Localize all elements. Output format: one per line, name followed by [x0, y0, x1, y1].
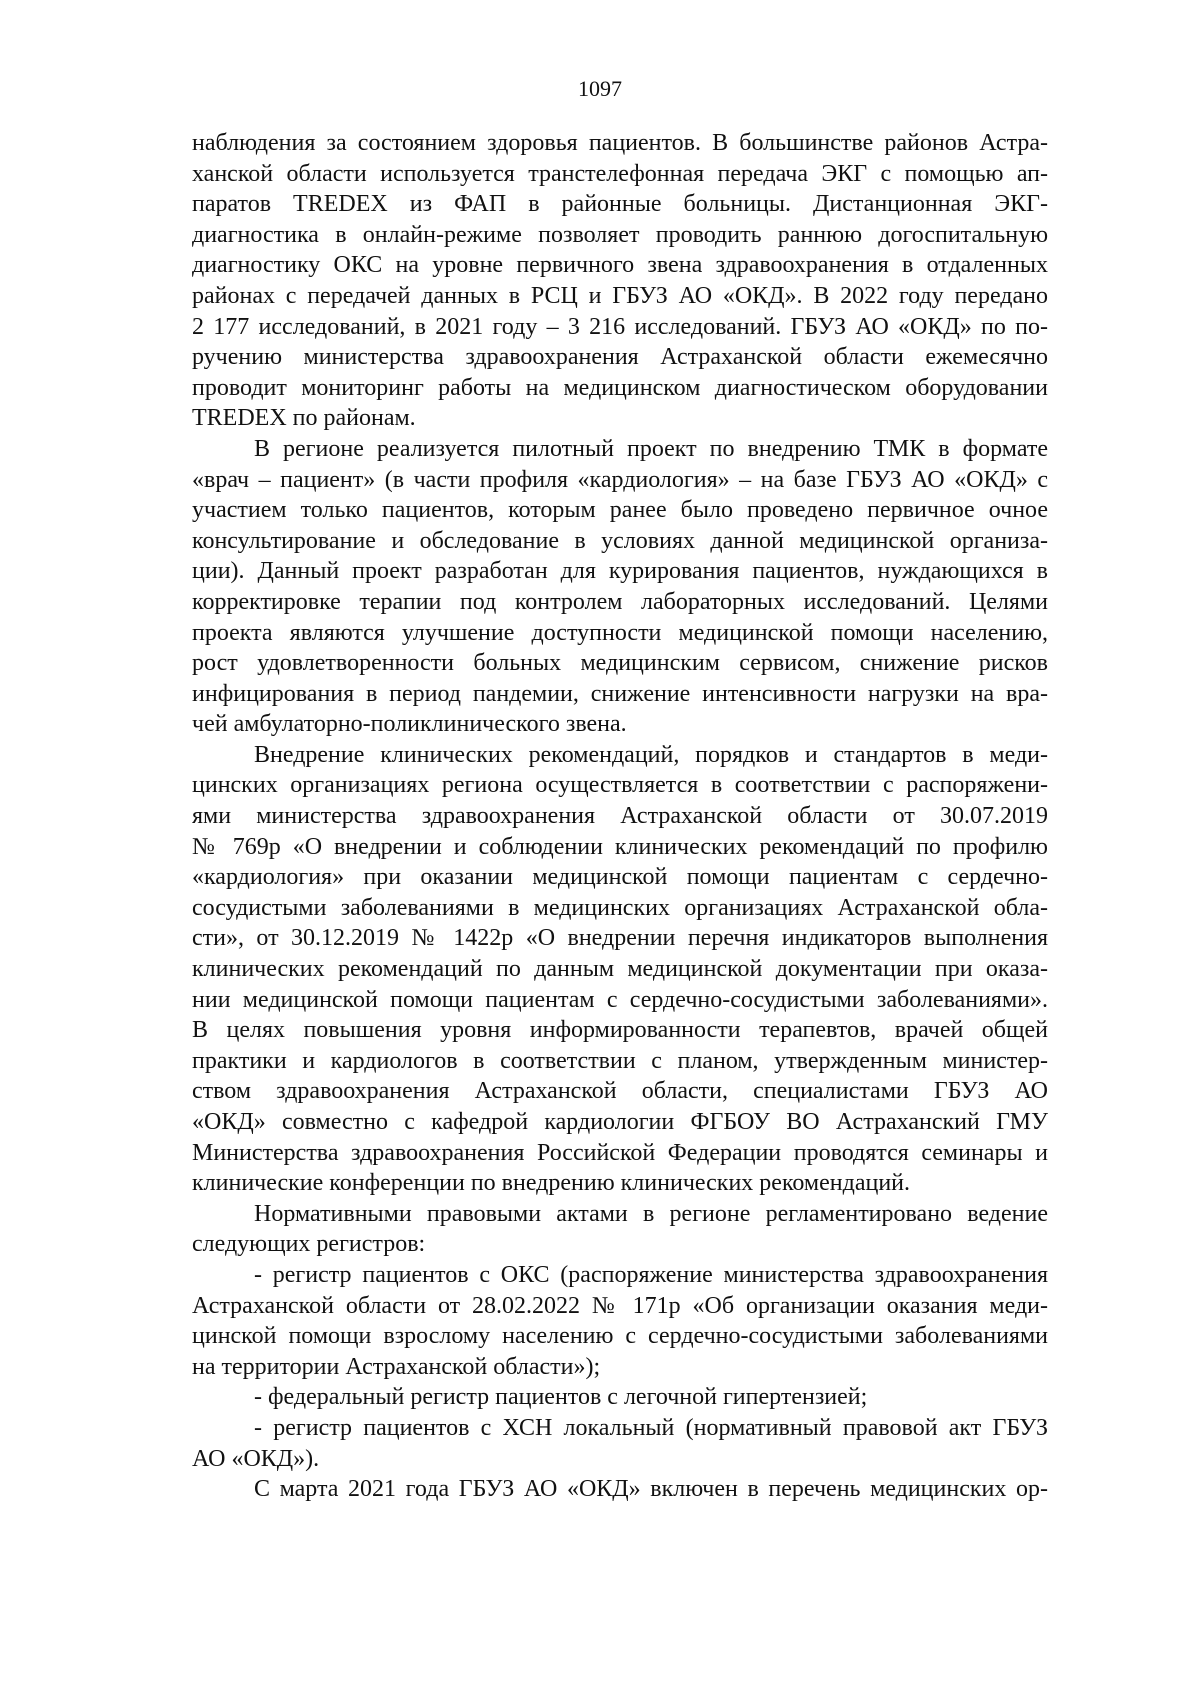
text-line: инфицирования в период пандемии, снижение интенсивности нагрузки на вра-	[192, 680, 1048, 707]
text-line: рост удовлетворенности больных медицинским сервисом, снижение рисков	[192, 650, 1048, 677]
text-line: проводит мониторинг работы на медицинском диагностическом оборудовании	[192, 374, 1048, 401]
text-line: Внедрение клинических рекомендаций, порядков и стандартов в меди-	[254, 741, 1048, 768]
text-line: паратов TREDEX из ФАП в районные больницы. Дистанционная ЭКГ-	[192, 191, 1048, 218]
text-line: - федеральный регистр пациентов с легочной гипертензией;	[254, 1384, 868, 1411]
text-line: цинской помощи взрослому населению с сердечно-сосудистыми заболеваниями	[192, 1323, 1048, 1350]
body-text	[192, 128, 1048, 1505]
text-line: цинских организациях региона осуществляется в соответствии с распоряжени-	[192, 772, 1048, 799]
text-line: АО «ОКД»).	[192, 1445, 320, 1472]
text-line: ями министерства здравоохранения Астраханской области от 30.07.2019	[192, 803, 1048, 830]
text-line: участием только пациентов, которым ранее было проведено первичное очное	[192, 497, 1048, 524]
text-line: TREDEX по районам.	[192, 405, 416, 432]
text-line: чей амбулаторно-поликлинического звена.	[192, 711, 627, 738]
text-line: ручению министерства здравоохранения Астраханской области ежемесячно	[192, 344, 1048, 371]
text-line: «врач – пациент» (в части профиля «кардиология» – на базе ГБУЗ АО «ОКД» с	[192, 466, 1048, 493]
text-line: «кардиология» при оказании медицинской помощи пациентам с сердечно-	[192, 864, 1048, 891]
text-line: «ОКД» совместно с кафедрой кардиологии ФГБОУ ВО Астраханский ГМУ	[192, 1109, 1048, 1135]
text-line: наблюдения за состоянием здоровья пациентов. В большинстве районов Астра-	[192, 130, 1048, 156]
text-line: диагностика в онлайн-режиме позволяет проводить раннюю догоспитальную	[192, 221, 1048, 248]
text-line: следующих регистров:	[192, 1231, 426, 1258]
text-line: № 769р «О внедрении и соблюдении клинических рекомендаций по профилю	[192, 833, 1048, 860]
text-line: практики и кардиологов в соответствии с планом, утвержденным министер-	[192, 1047, 1048, 1074]
text-line: на территории Астраханской области»);	[192, 1353, 601, 1380]
text-line: С марта 2021 года ГБУЗ АО «ОКД» включен в перечень медицинских ор-	[254, 1476, 1048, 1503]
page-number: 1097	[578, 76, 622, 101]
text-line: 2 177 исследований, в 2021 году – 3 216 исследований. ГБУЗ АО «ОКД» по по-	[192, 313, 1048, 340]
text-line: В целях повышения уровня информированности терапевтов, врачей общей	[192, 1017, 1048, 1044]
text-line: нии медицинской помощи пациентам с сердечно-сосудистыми заболеваниями».	[192, 986, 1048, 1013]
text-line: сти», от 30.12.2019 № 1422р «О внедрении перечня индикаторов выполнения	[192, 925, 1048, 952]
text-line: консультирование и обследование в условиях данной медицинской организа-	[192, 527, 1048, 554]
text-line: проекта являются улучшение доступности медицинской помощи населению,	[192, 619, 1048, 646]
text-line: Министерства здравоохранения Российской Федерации проводятся семинары и	[192, 1139, 1048, 1166]
text-line: клинических рекомендаций по данным медицинской документации при оказа-	[192, 956, 1048, 983]
text-line: сосудистыми заболеваниями в медицинских организациях Астраханской обла-	[192, 894, 1048, 921]
text-line: Астраханской области от 28.02.2022 № 171р «Об организации оказания меди-	[192, 1292, 1048, 1319]
text-line: Нормативными правовыми актами в регионе регламентировано ведение	[254, 1200, 1048, 1227]
text-line: ством здравоохранения Астраханской области, специалистами ГБУЗ АО	[192, 1078, 1048, 1105]
text-line: диагностику ОКС на уровне первичного звена здравоохранения в отдаленных	[192, 252, 1048, 279]
text-line: - регистр пациентов с ХСН локальный (нормативный правовой акт ГБУЗ	[254, 1414, 1048, 1441]
text-line: корректировке терапии под контролем лабораторных исследований. Целями	[192, 588, 1048, 615]
text-line: ции). Данный проект разработан для курирования пациентов, нуждающихся в	[192, 558, 1048, 585]
text-line: В регионе реализуется пилотный проект по внедрению ТМК в формате	[254, 435, 1048, 462]
text-line: клинические конференции по внедрению клинических рекомендаций.	[192, 1170, 911, 1197]
text-line: ханской области используется транстелефонная передача ЭКГ с помощью ап-	[192, 160, 1048, 187]
text-line: - регистр пациентов с ОКС (распоряжение министерства здравоохранения	[254, 1261, 1048, 1288]
text-line: районах с передачей данных в РСЦ и ГБУЗ АО «ОКД». В 2022 году передано	[192, 282, 1048, 309]
